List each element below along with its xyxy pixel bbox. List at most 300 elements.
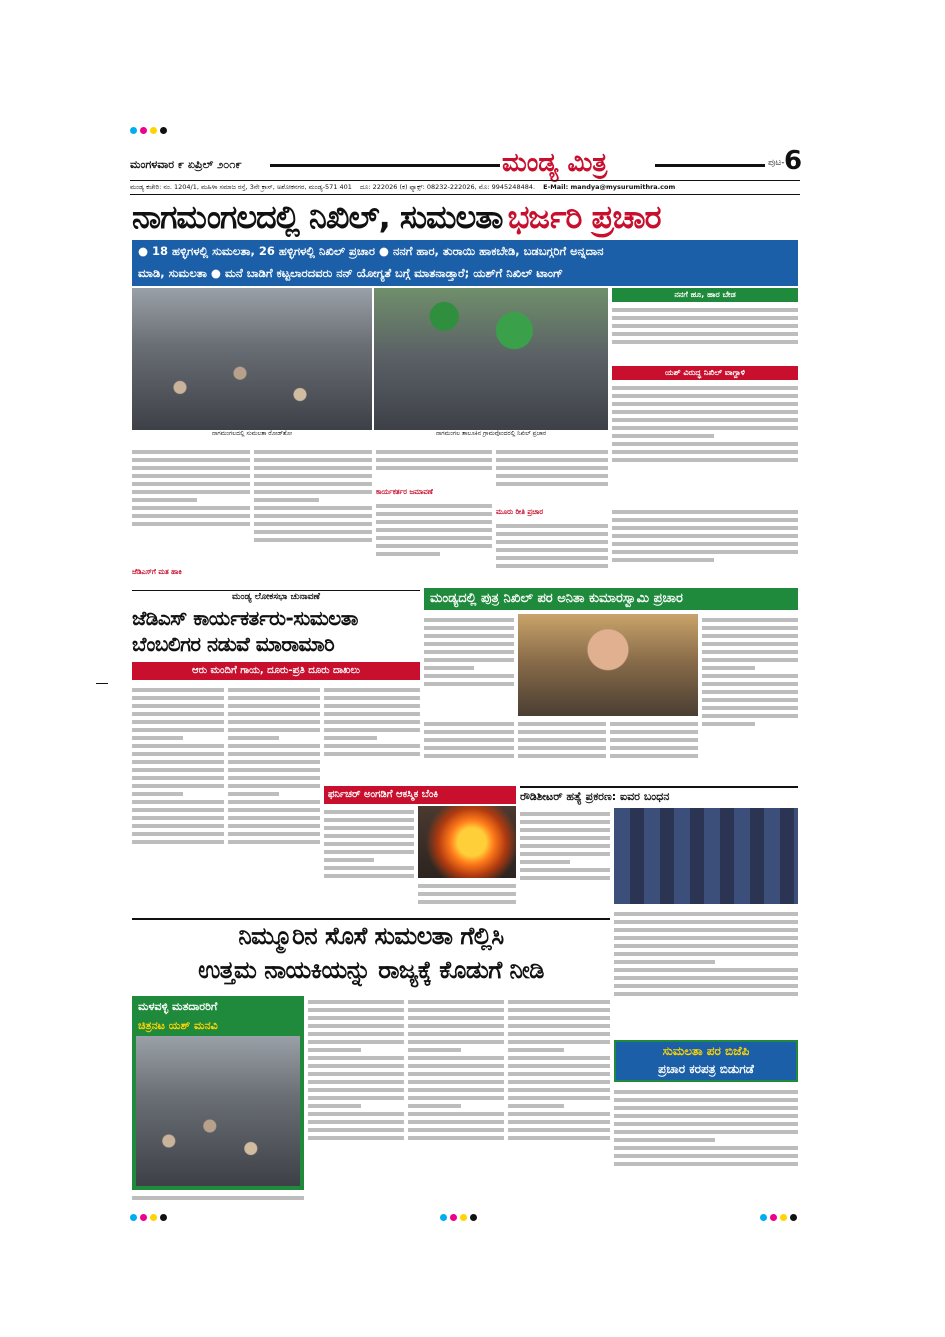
text-line (324, 850, 414, 854)
text-line (132, 816, 224, 820)
text-line (228, 784, 320, 788)
text-line (702, 634, 798, 638)
text-line (424, 658, 514, 662)
registration-dots-bottom-left (130, 1206, 170, 1225)
text-line (308, 1008, 404, 1012)
text-line (508, 1136, 610, 1140)
text-line (612, 386, 798, 390)
text-line (308, 1024, 404, 1028)
text-line (614, 928, 798, 932)
story3-headline: ಮಂಡ್ಯದಲ್ಲಿ ಪುತ್ರ ನಿಖಿಲ್ ಪರ ಅನಿತಾ ಕುಮಾರಸ್ವಾಮಿ ಪ್ರಚಾರ (424, 588, 798, 610)
story6-col-4 (508, 996, 610, 1204)
text-line (614, 984, 798, 988)
text-line (324, 826, 414, 830)
text-line (308, 1136, 404, 1140)
text-line (132, 506, 250, 510)
text-line (324, 752, 420, 756)
registration-dots-top (130, 119, 170, 138)
text-line (508, 1024, 610, 1028)
story2-headline-line1: ಜೆಡಿಎಸ್ ಕಾರ್ಯಕರ್ತರು-ಸುಮಲತಾ (132, 606, 358, 630)
text-line (408, 1008, 504, 1012)
story6-col-1 (132, 1192, 304, 1204)
text-line (132, 736, 183, 740)
crop-mark (96, 683, 108, 684)
text-line (702, 698, 798, 702)
office-email: E-Mail: mandya@mysurumithra.com (543, 183, 676, 191)
text-line (308, 1120, 404, 1124)
text-line (254, 506, 372, 510)
text-line (508, 1104, 564, 1108)
text-line (132, 498, 197, 502)
text-line (376, 520, 492, 524)
text-line (612, 332, 798, 336)
text-line (508, 1016, 610, 1020)
text-line (496, 556, 608, 560)
text-line (614, 920, 798, 924)
rule-story2 (132, 590, 420, 591)
text-line (612, 450, 798, 454)
text-line (324, 842, 414, 846)
text-line (702, 658, 798, 662)
text-line (132, 704, 224, 708)
text-line (228, 840, 320, 844)
text-line (324, 688, 420, 692)
text-line (424, 682, 514, 686)
text-line (132, 720, 224, 724)
text-line (614, 1098, 798, 1102)
text-line (614, 1154, 798, 1158)
main-subhead-bar (132, 240, 798, 286)
text-line (424, 730, 514, 734)
text-line (324, 728, 420, 732)
text-line (508, 1112, 610, 1116)
story6-photo-box (132, 996, 304, 1190)
text-line (132, 474, 250, 478)
text-line (308, 1072, 404, 1076)
text-line (520, 828, 610, 832)
text-line (520, 868, 610, 872)
story7-headline-box (614, 1040, 798, 1082)
text-line (376, 552, 440, 556)
text-line (496, 482, 608, 486)
text-line (612, 442, 798, 446)
text-line (612, 434, 714, 438)
text-line (702, 642, 798, 646)
text-line (424, 738, 514, 742)
story7-headline-line1: ಸುಮಲತಾ ಪರ ಬಿಜೆಪಿ (662, 1044, 750, 1058)
text-line (612, 394, 798, 398)
text-line (228, 752, 320, 756)
text-line (614, 944, 798, 948)
text-line (518, 746, 606, 750)
text-line (614, 968, 798, 972)
text-line (612, 526, 798, 530)
main-col-1 (132, 446, 250, 566)
text-line (408, 1104, 461, 1108)
text-line (228, 704, 320, 708)
text-line (424, 650, 514, 654)
text-line (408, 1080, 504, 1084)
text-line (520, 836, 610, 840)
registration-dots-bottom-center (440, 1206, 480, 1225)
text-line (702, 674, 798, 678)
text-line (508, 1048, 564, 1052)
text-line (132, 776, 224, 780)
story6-photo-title-1: ಮಳವಳ್ಳಿ ಮತದಾರರಿಗೆ (138, 1000, 218, 1013)
text-line (614, 1138, 715, 1142)
photo-sumalatha-roadshow (132, 288, 372, 430)
text-line (308, 1048, 361, 1052)
text-line (702, 626, 798, 630)
text-line (508, 1008, 610, 1012)
text-line (254, 522, 372, 526)
story6-photo-title-2: ಚಿತ್ರನಟ ಯಶ್ ಮನವಿ (138, 1019, 218, 1032)
main-col-4b (496, 520, 608, 586)
text-line (376, 544, 492, 548)
text-line (424, 666, 474, 670)
main-inline-sub-2: ಕಾರ್ಯಕರ್ತರ ಜಮಾವಣೆ (376, 488, 433, 496)
text-line (614, 976, 798, 980)
text-line (612, 558, 714, 562)
text-line (132, 808, 224, 812)
text-line (132, 792, 183, 796)
text-line (408, 1072, 504, 1076)
text-line (324, 818, 414, 822)
text-line (254, 450, 372, 454)
photo2-caption: ನಾಗಮಂಗಲ ತಾಲೂಕಿನ ಗ್ರಾಮವೊಂದರಲ್ಲಿ ನಿಖಿಲ್ ಪ್ರಚಾರ (435, 430, 547, 437)
story2-col-2 (228, 684, 320, 914)
text-line (612, 518, 798, 522)
rule-story6 (132, 918, 610, 920)
text-line (702, 690, 798, 694)
text-line (324, 744, 420, 748)
text-line (424, 674, 514, 678)
story6-headline-line2: ಉತ್ತಮ ನಾಯಕಿಯನ್ನು ರಾಜ್ಯಕ್ಕೆ ಕೊಡುಗೆ ನೀಡಿ (198, 956, 544, 984)
text-line (424, 618, 514, 622)
story4-headline: ಫರ್ನಿಚರ್ ಅಂಗಡಿಗೆ ಆಕಸ್ಮಿಕ ಬೆಂಕಿ (324, 786, 516, 804)
text-line (308, 1064, 404, 1068)
text-line (324, 696, 420, 700)
text-line (228, 760, 320, 764)
text-line (614, 1122, 798, 1126)
story5-headline: ರೌಡಿಶೀಟರ್ ಹತ್ಯೆ ಪ್ರಕರಣ: ಐವರ ಬಂಧನ (520, 786, 798, 806)
story7-body (614, 1086, 798, 1204)
text-line (508, 1080, 610, 1084)
text-line (308, 1016, 404, 1020)
text-line (324, 712, 420, 716)
text-line (508, 1040, 610, 1044)
text-line (132, 458, 250, 462)
main-headline-black: ನಾಗಮಂಗಲದಲ್ಲಿ ನಿಖಿಲ್, ಸುಮಲತಾ (132, 198, 503, 236)
photo-yash-rally (136, 1036, 300, 1186)
story7-headline-line2: ಪ್ರಚಾರ ಕರಪತ್ರ ಬಿಡುಗಡೆ (658, 1062, 754, 1076)
story2-col-3 (324, 684, 420, 784)
text-line (132, 514, 250, 518)
text-line (408, 1096, 504, 1100)
page-number: 6 (784, 146, 803, 176)
text-line (612, 418, 798, 422)
text-line (132, 688, 224, 692)
text-line (228, 696, 320, 700)
text-line (610, 730, 698, 734)
photo-nikhil-campaign (374, 288, 608, 430)
text-line (228, 712, 320, 716)
text-line (254, 514, 372, 518)
text-line (408, 1000, 504, 1004)
text-line (408, 1024, 504, 1028)
text-line (702, 722, 755, 726)
text-line (610, 738, 698, 742)
text-line (376, 528, 492, 532)
story4-col-2 (418, 880, 516, 914)
main-col-3a (376, 446, 492, 486)
text-line (496, 474, 608, 478)
text-line (614, 1162, 798, 1166)
text-line (308, 1080, 404, 1084)
text-line (520, 876, 610, 880)
text-line (308, 1104, 361, 1108)
text-line (376, 466, 492, 470)
text-line (614, 912, 798, 916)
text-line (132, 522, 250, 526)
text-line (308, 1040, 404, 1044)
newspaper-logo: ಮಂಡ್ಯ ಮಿತ್ರ (502, 148, 608, 178)
text-line (228, 832, 320, 836)
text-line (424, 626, 514, 630)
text-line (376, 450, 492, 454)
text-line (132, 712, 224, 716)
text-line (324, 810, 414, 814)
text-line (132, 840, 224, 844)
text-line (254, 482, 372, 486)
text-line (228, 744, 320, 748)
text-line (408, 1040, 504, 1044)
photo-arrested-accused (614, 808, 798, 904)
masthead (130, 146, 803, 178)
text-line (612, 316, 798, 320)
text-line (518, 754, 606, 758)
text-line (424, 634, 514, 638)
side-head-yash-attack: ಯಶ್ ವಿರುದ್ಧ ನಿಖಿಲ್ ವಾಗ್ದಾಳಿ (612, 366, 798, 380)
text-line (508, 1072, 610, 1076)
text-line (324, 858, 374, 862)
story2-subhead: ಆರು ಮಂದಿಗೆ ಗಾಯ, ದೂರು-ಪ್ರತಿ ದೂರು ದಾಖಲು (132, 662, 420, 680)
text-line (408, 1088, 504, 1092)
story2-headline-line2: ಬೆಂಬಲಿಗರ ನಡುವೆ ಮಾರಾಮಾರಿ (132, 632, 335, 656)
text-line (228, 824, 320, 828)
text-line (612, 340, 798, 344)
text-line (132, 728, 224, 732)
text-line (324, 704, 420, 708)
main-inline-sub-3: ಮೂರು ರೀತಿ ಪ್ರಚಾರ (496, 508, 544, 516)
text-line (508, 1088, 610, 1092)
side-text-no-flowers (612, 304, 798, 364)
text-line (308, 1096, 404, 1100)
text-line (132, 696, 224, 700)
text-line (132, 800, 224, 804)
text-line (132, 466, 250, 470)
text-line (228, 792, 279, 796)
text-line (408, 1048, 461, 1052)
text-line (418, 884, 516, 888)
issue-date: ಮಂಗಳವಾರ ೯ ಏಪ್ರಿಲ್ ೨೦೧೯ (130, 158, 242, 171)
text-line (614, 1106, 798, 1110)
text-line (228, 816, 320, 820)
text-line (508, 1000, 610, 1004)
text-line (254, 498, 319, 502)
text-line (228, 800, 320, 804)
text-line (520, 820, 610, 824)
text-line (132, 752, 224, 756)
text-line (228, 808, 320, 812)
text-line (254, 530, 372, 534)
story3-col-1b (424, 718, 514, 782)
text-line (408, 1136, 504, 1140)
text-line (132, 482, 250, 486)
text-line (324, 736, 377, 740)
text-line (132, 450, 250, 454)
main-col-4a (496, 446, 608, 506)
main-col-5 (612, 506, 798, 586)
text-line (612, 402, 798, 406)
text-line (496, 564, 608, 568)
text-line (508, 1128, 610, 1132)
text-line (308, 1056, 404, 1060)
text-line (228, 768, 320, 772)
text-line (418, 900, 516, 904)
page-label: ಪುಟ- (768, 158, 785, 168)
text-line (132, 1196, 304, 1200)
text-line (132, 768, 224, 772)
text-line (132, 744, 224, 748)
story5-col-1 (520, 808, 610, 914)
main-col-2 (254, 446, 372, 586)
story6-col-2 (308, 996, 404, 1204)
registration-dots-bottom-right (760, 1206, 800, 1225)
story2-kicker: ಮಂಡ್ಯ ಲೋಕಸಭಾ ಚುನಾವಣೆ (232, 592, 320, 602)
text-line (518, 722, 606, 726)
text-line (254, 458, 372, 462)
text-line (702, 666, 755, 670)
office-address: ಮಂಡ್ಯ ಕಚೇರಿ: ನಂ. 1204/1, ಮಹಿಳಾ ಸಮಾಜ ರಸ್ತೆ, 3ನೇ ಕ್ರಾಸ್, ಅಶೋಕನಗರ, ಮಂಡ್ಯ-571 401 (130, 183, 352, 191)
text-line (612, 510, 798, 514)
text-line (614, 1114, 798, 1118)
text-line (518, 738, 606, 742)
side-text-yash-attack (612, 382, 798, 502)
story3-col-2a (518, 718, 606, 782)
text-line (228, 720, 320, 724)
text-line (132, 824, 224, 828)
photo1-caption: ನಾಗಮಂಗಲದಲ್ಲಿ ಸುಮಲತಾ ರೋಡ್‌ಶೋ (211, 430, 293, 437)
text-line (408, 1064, 504, 1068)
masthead-rule-left (270, 164, 500, 167)
text-line (702, 706, 798, 710)
photo-anitha-campaign (518, 614, 698, 716)
text-line (612, 534, 798, 538)
text-line (614, 1146, 798, 1150)
text-line (308, 1032, 404, 1036)
text-line (424, 642, 514, 646)
text-line (612, 542, 798, 546)
text-line (408, 1120, 504, 1124)
main-subhead-line-2: ಮಾಡಿ, ಸುಮಲತಾ ● ಮನೆ ಬಾಡಿಗೆ ಕಟ್ಟಲಾರದವರು ನನ್ ಯೋಗ್ಯತೆ ಬಗ್ಗೆ ಮಾತನಾಡ್ತಾರೆ; ಯಶ್‌ಗೆ ನಿಖಿಲ್ ಟಾಂಗ್ (138, 266, 563, 280)
text-line (324, 720, 420, 724)
text-line (424, 746, 514, 750)
story3-col-2b (610, 718, 698, 782)
text-line (520, 812, 610, 816)
text-line (308, 1088, 404, 1092)
story5-col-2 (614, 908, 798, 1038)
text-line (496, 450, 608, 454)
text-line (614, 952, 798, 956)
text-line (496, 532, 608, 536)
text-line (228, 688, 320, 692)
main-headline (132, 198, 798, 238)
text-line (496, 458, 608, 462)
story6-col-3 (408, 996, 504, 1204)
main-headline-red: ಭರ್ಜರಿ ಪ್ರಚಾರ (507, 198, 661, 236)
text-line (132, 760, 224, 764)
text-line (518, 730, 606, 734)
text-line (324, 874, 414, 878)
text-line (520, 844, 610, 848)
text-line (418, 892, 516, 896)
text-line (702, 618, 798, 622)
photo-shop-fire (418, 806, 516, 878)
text-line (376, 458, 492, 462)
text-line (496, 540, 608, 544)
text-line (614, 960, 715, 964)
main-col-3b (376, 500, 492, 586)
text-line (508, 1032, 610, 1036)
text-line (702, 650, 798, 654)
text-line (702, 714, 798, 718)
text-line (228, 728, 320, 732)
text-line (614, 1130, 798, 1134)
text-line (376, 504, 492, 508)
text-line (408, 1056, 504, 1060)
text-line (324, 834, 414, 838)
text-line (132, 490, 250, 494)
story6-headline-line1: ನಿಮ್ಮೂರಿನ ಸೊಸೆ ಸುಮಲತಾ ಗೆಲ್ಲಿಸಿ (238, 922, 504, 950)
text-line (228, 776, 320, 780)
text-line (520, 860, 570, 864)
text-line (408, 1128, 504, 1132)
text-line (614, 1090, 798, 1094)
text-line (508, 1096, 610, 1100)
text-line (254, 538, 372, 542)
text-line (614, 992, 798, 996)
story3-col-1 (424, 614, 514, 714)
story3-col-3 (702, 614, 798, 774)
text-line (254, 474, 372, 478)
text-line (612, 308, 798, 312)
text-line (308, 1000, 404, 1004)
text-line (376, 512, 492, 516)
text-line (308, 1112, 404, 1116)
text-line (612, 550, 798, 554)
text-line (612, 410, 798, 414)
main-inline-sub-1: ಜೆಡಿಎಸ್‌ಗೆ ಮತ ಹಾಕಿ (132, 568, 182, 576)
story4-col-1 (324, 806, 414, 914)
masthead-rule-right (655, 164, 765, 167)
text-line (228, 736, 279, 740)
text-line (132, 832, 224, 836)
text-line (702, 682, 798, 686)
text-line (376, 536, 492, 540)
text-line (508, 1120, 610, 1124)
text-line (612, 458, 798, 462)
